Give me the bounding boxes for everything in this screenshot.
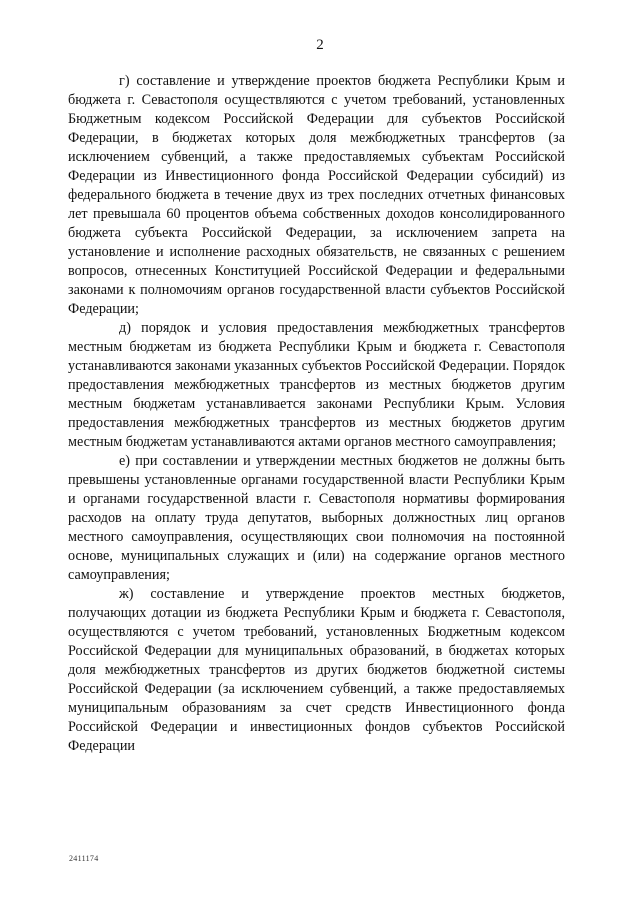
page-number: 2 [316,37,324,53]
paragraph-d: д) порядок и условия предоставления межбюджетных трансфертов местным бюджетам из бюджета Республики Крым и бюджета г. Севастополя устанавливаются законами указанных субъектов Российской Федерации. Порядок предоставления межбюджетных трансфертов из местных бюджетов другим местным бюджетам устанавливается законами Республики Крым. Условия предоставления межбюджетных трансфертов из местных бюджетов другим местным бюджетам устанавливаются актами органов местного самоуправления; [68,320,565,450]
paragraph-e: е) при составлении и утверждении местных бюджетов не должны быть превышены установленные органами государственной власти Республики Крым и органами государственной власти г. Севастополя нормативы формирования расходов на оплату труда депутатов, выборных должностных лиц органов местного самоуправления, осуществляющих свои полномочия на постоянной основе, муниципальных служащих и (или) на содержание органов местного самоуправления; [68,453,565,583]
document-code: 2411174 [69,854,99,863]
document-body [68,72,565,756]
paragraph-g: г) составление и утверждение проектов бюджета Республики Крым и бюджета г. Севастополя осуществляются с учетом требований, установленных Бюджетным кодексом Российской Федерации для субъектов Российской Федерации, в бюджетах которых доля межбюджетных трансфертов (за исключением субвенций, а также предоставляемых субъектам Российской Федерации из Инвестиционного фонда Российской Федерации субсидий) из федерального бюджета в течение двух из трех последних отчетных финансовых лет превышала 60 процентов объема собственных доходов консолидированного бюджета субъекта Российской Федерации, за исключением запрета на установление и исполнение расходных обязательств, не связанных с решением вопросов, отнесенных Конституцией Российской Федерации и федеральными законами к полномочиям органов государственной власти субъектов Российской Федерации; [68,73,565,317]
paragraph-zh: ж) составление и утверждение проектов местных бюджетов, получающих дотации из бюджета Республики Крым и бюджета г. Севастополя, осуществляются с учетом требований, установленных Бюджетным кодексом Российской Федерации для муниципальных образований, в бюджетах которых доля межбюджетных трансфертов из других бюджетов бюджетной системы Российской Федерации (за исключением субвенций, а также предоставляемых муниципальным образованиям за счет средств Инвестиционного фонда Российской Федерации и инвестиционных фондов субъектов Российской Федерации [68,586,565,754]
